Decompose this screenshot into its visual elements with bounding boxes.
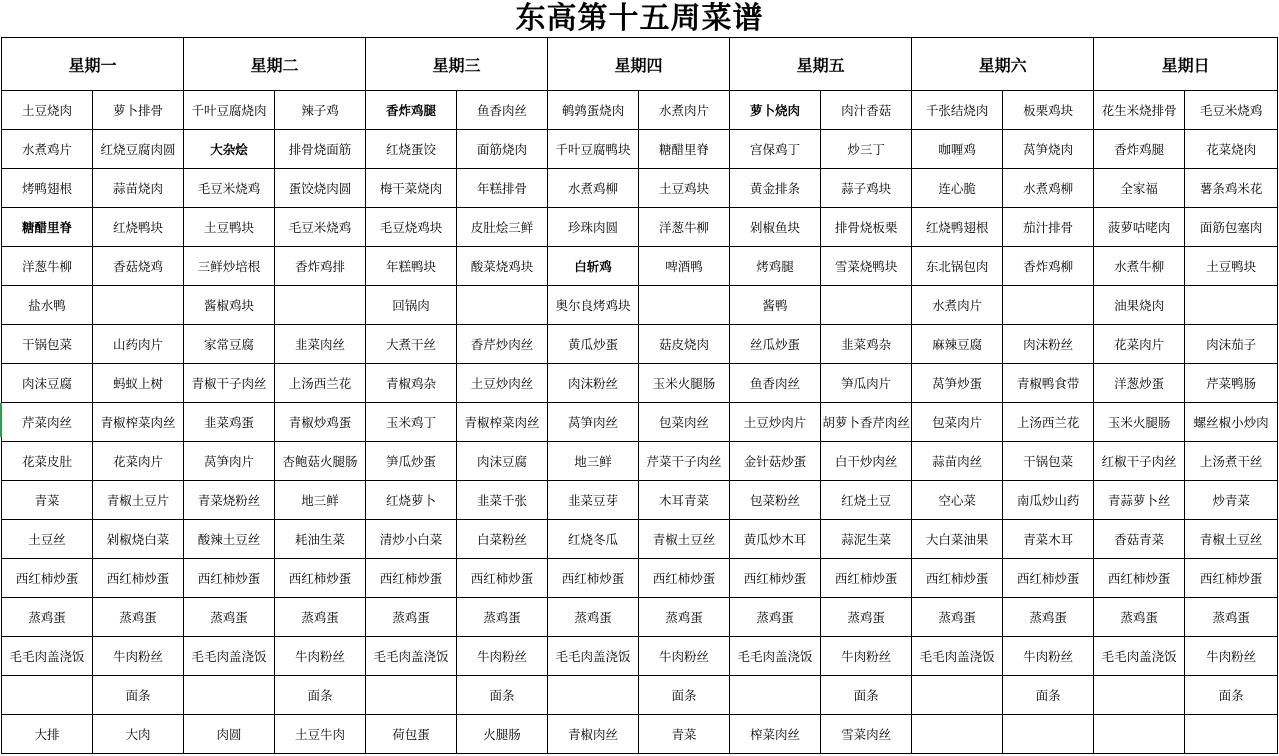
day-header-tuesday: 星期二	[184, 38, 366, 91]
dish-cell: 杏鲍菇火腿肠	[275, 442, 366, 481]
dish-cell: 面筋包塞肉	[1185, 208, 1278, 247]
dish-cell: 土豆炒肉片	[730, 403, 821, 442]
dish-cell: 盐水鸭	[2, 286, 93, 325]
dish-cell: 面条	[1185, 676, 1278, 715]
dish-cell: 蒸鸡蛋	[1003, 598, 1094, 637]
dish-cell: 香芹炒肉丝	[457, 325, 548, 364]
dish-cell: 油果烧肉	[1094, 286, 1185, 325]
dish-cell: 蒸鸡蛋	[639, 598, 730, 637]
dish-cell	[1094, 676, 1185, 715]
dish-cell	[184, 676, 275, 715]
dish-cell: 毛豆米烧鸡	[275, 208, 366, 247]
dish-cell: 青椒鸭食带	[1003, 364, 1094, 403]
dish-cell: 毛豆米烧鸡	[184, 169, 275, 208]
dish-cell: 蒸鸡蛋	[730, 598, 821, 637]
dish-cell: 金针菇炒蛋	[730, 442, 821, 481]
dish-cell: 笋瓜炒蛋	[366, 442, 457, 481]
dish-cell: 奥尔良烤鸡块	[548, 286, 639, 325]
dish-cell: 板栗鸡块	[1003, 91, 1094, 130]
menu-row	[2, 481, 1278, 520]
dish-cell: 酸辣土豆丝	[184, 520, 275, 559]
dish-cell: 水煮鸡柳	[1003, 169, 1094, 208]
dish-cell: 韭菜千张	[457, 481, 548, 520]
dish-cell: 青菜烧粉丝	[184, 481, 275, 520]
dish-cell	[1003, 715, 1094, 754]
dish-cell: 香炸鸡排	[275, 247, 366, 286]
dish-cell: 蒜子鸡块	[821, 169, 912, 208]
dish-cell: 西红柿炒蛋	[1003, 559, 1094, 598]
dish-cell: 芹菜肉丝	[2, 403, 93, 442]
dish-cell: 面条	[821, 676, 912, 715]
dish-cell: 麻辣豆腐	[912, 325, 1003, 364]
dish-cell: 青椒土豆丝	[1185, 520, 1278, 559]
dish-cell: 面条	[639, 676, 730, 715]
dish-cell: 蒜苗肉丝	[912, 442, 1003, 481]
dish-cell: 白干炒肉丝	[821, 442, 912, 481]
dish-cell: 花生米烧排骨	[1094, 91, 1185, 130]
menu-row	[2, 130, 1278, 169]
menu-row	[2, 91, 1278, 130]
dish-cell: 花菜烧肉	[1185, 130, 1278, 169]
dish-cell: 回锅肉	[366, 286, 457, 325]
menu-title: 东高第十五周菜谱	[515, 1, 764, 36]
dish-cell: 蒸鸡蛋	[548, 598, 639, 637]
dish-cell: 白斩鸡	[548, 247, 639, 286]
dish-cell: 玉米火腿肠	[639, 364, 730, 403]
dish-cell: 蒸鸡蛋	[275, 598, 366, 637]
dish-cell: 肉沫豆腐	[457, 442, 548, 481]
dish-cell: 西红柿炒蛋	[2, 559, 93, 598]
dish-cell: 西红柿炒蛋	[730, 559, 821, 598]
day-header-wednesday: 星期三	[366, 38, 548, 91]
dish-cell: 面条	[275, 676, 366, 715]
dish-cell: 红烧鸭翅根	[912, 208, 1003, 247]
dish-cell: 花菜肉片	[93, 442, 184, 481]
dish-cell: 西红柿炒蛋	[912, 559, 1003, 598]
dish-cell: 荷包蛋	[366, 715, 457, 754]
dish-cell: 土豆烧肉	[2, 91, 93, 130]
dish-cell: 土豆丝	[2, 520, 93, 559]
dish-cell: 木耳青菜	[639, 481, 730, 520]
day-header-friday: 星期五	[730, 38, 912, 91]
dish-cell: 香炸鸡腿	[1094, 130, 1185, 169]
dish-cell: 炒三丁	[821, 130, 912, 169]
dish-cell: 地三鲜	[548, 442, 639, 481]
menu-row	[2, 442, 1278, 481]
dish-cell: 胡萝卜香芹肉丝	[821, 403, 912, 442]
dish-cell: 毛毛肉盖浇饭	[366, 637, 457, 676]
dish-cell: 西红柿炒蛋	[1094, 559, 1185, 598]
dish-cell: 水煮牛柳	[1094, 247, 1185, 286]
dish-cell: 雪菜肉丝	[821, 715, 912, 754]
dish-cell: 青菜	[2, 481, 93, 520]
dish-cell: 螺丝椒小炒肉	[1185, 403, 1278, 442]
dish-cell: 干锅包菜	[2, 325, 93, 364]
dish-cell: 牛肉粉丝	[639, 637, 730, 676]
dish-cell	[912, 715, 1003, 754]
dish-cell: 蒸鸡蛋	[93, 598, 184, 637]
dish-cell: 青椒土豆丝	[639, 520, 730, 559]
dish-cell: 笋瓜肉片	[821, 364, 912, 403]
dish-cell: 蒸鸡蛋	[1185, 598, 1278, 637]
dish-cell: 毛毛肉盖浇饭	[730, 637, 821, 676]
dish-cell: 毛毛肉盖浇饭	[548, 637, 639, 676]
dish-cell: 青椒榨菜肉丝	[93, 403, 184, 442]
dish-cell: 芹菜鸭肠	[1185, 364, 1278, 403]
dish-cell: 蒸鸡蛋	[457, 598, 548, 637]
dish-cell: 西红柿炒蛋	[184, 559, 275, 598]
dish-cell: 家常豆腐	[184, 325, 275, 364]
day-header-sunday: 星期日	[1094, 38, 1278, 91]
dish-cell: 烤鸡腿	[730, 247, 821, 286]
dish-cell: 毛毛肉盖浇饭	[2, 637, 93, 676]
dish-cell: 年糕排骨	[457, 169, 548, 208]
dish-cell: 三鲜炒培根	[184, 247, 275, 286]
dish-cell	[639, 286, 730, 325]
dish-cell: 肉沫粉丝	[1003, 325, 1094, 364]
dish-cell: 菠萝咕咾肉	[1094, 208, 1185, 247]
dish-cell	[2, 676, 93, 715]
dish-cell	[912, 676, 1003, 715]
dish-cell: 西红柿炒蛋	[1185, 559, 1278, 598]
menu-table	[1, 37, 1278, 754]
dish-cell: 面筋烧肉	[457, 130, 548, 169]
dish-cell: 芹菜干子肉丝	[639, 442, 730, 481]
dish-cell: 山药肉片	[93, 325, 184, 364]
dish-cell: 肉沫粉丝	[548, 364, 639, 403]
menu-row	[2, 403, 1278, 442]
menu-row	[2, 247, 1278, 286]
dish-cell: 牛肉粉丝	[93, 637, 184, 676]
dish-cell: 莴笋肉片	[184, 442, 275, 481]
dish-cell: 水煮鸡片	[2, 130, 93, 169]
dish-cell: 东北锅包肉	[912, 247, 1003, 286]
dish-cell: 大肉	[93, 715, 184, 754]
day-header-thursday: 星期四	[548, 38, 730, 91]
dish-cell: 青椒干子肉丝	[184, 364, 275, 403]
dish-cell: 肉圆	[184, 715, 275, 754]
dish-cell: 蒸鸡蛋	[821, 598, 912, 637]
dish-cell: 鱼香肉丝	[730, 364, 821, 403]
dish-cell: 萝卜排骨	[93, 91, 184, 130]
dish-cell: 毛毛肉盖浇饭	[1094, 637, 1185, 676]
dish-cell: 鱼香肉丝	[457, 91, 548, 130]
menu-row	[2, 325, 1278, 364]
dish-cell: 包菜粉丝	[730, 481, 821, 520]
dish-cell: 西红柿炒蛋	[821, 559, 912, 598]
dish-cell: 牛肉粉丝	[275, 637, 366, 676]
dish-cell: 土豆鸭块	[184, 208, 275, 247]
day-header-saturday: 星期六	[912, 38, 1094, 91]
row-selection-marker	[0, 403, 2, 437]
dish-cell: 辣子鸡	[275, 91, 366, 130]
dish-cell: 西红柿炒蛋	[93, 559, 184, 598]
dish-cell: 土豆鸡块	[639, 169, 730, 208]
dish-cell: 青椒土豆片	[93, 481, 184, 520]
dish-cell: 珍珠肉圆	[548, 208, 639, 247]
dish-cell	[275, 286, 366, 325]
dish-cell: 年糕鸭块	[366, 247, 457, 286]
dish-cell: 酱椒鸡块	[184, 286, 275, 325]
dish-cell: 糖醋里脊	[639, 130, 730, 169]
dish-cell: 莴笋烧肉	[1003, 130, 1094, 169]
dish-cell: 红烧萝卜	[366, 481, 457, 520]
dish-cell	[1094, 715, 1185, 754]
dish-cell: 剁椒烧白菜	[93, 520, 184, 559]
menu-row	[2, 520, 1278, 559]
dish-cell: 毛豆米烧鸡	[1185, 91, 1278, 130]
dish-cell: 毛毛肉盖浇饭	[912, 637, 1003, 676]
dish-cell: 榨菜肉丝	[730, 715, 821, 754]
dish-cell: 花菜肉片	[1094, 325, 1185, 364]
dish-cell: 莴笋肉丝	[548, 403, 639, 442]
dish-cell: 大煮干丝	[366, 325, 457, 364]
dish-cell: 毛豆烧鸡块	[366, 208, 457, 247]
dish-cell: 红烧冬瓜	[548, 520, 639, 559]
dish-cell: 蒸鸡蛋	[366, 598, 457, 637]
menu-row	[2, 559, 1278, 598]
dish-cell: 蒸鸡蛋	[1094, 598, 1185, 637]
dish-cell: 炒青菜	[1185, 481, 1278, 520]
menu-row	[2, 637, 1278, 676]
dish-cell: 干锅包菜	[1003, 442, 1094, 481]
dish-cell: 牛肉粉丝	[821, 637, 912, 676]
dish-cell: 香菇青菜	[1094, 520, 1185, 559]
dish-cell: 洋葱牛柳	[2, 247, 93, 286]
dish-cell: 水煮肉片	[912, 286, 1003, 325]
dish-cell: 包菜肉丝	[639, 403, 730, 442]
dish-cell: 青菜木耳	[1003, 520, 1094, 559]
dish-cell: 菇皮烧肉	[639, 325, 730, 364]
dish-cell: 毛毛肉盖浇饭	[184, 637, 275, 676]
dish-cell: 蒸鸡蛋	[2, 598, 93, 637]
dish-cell: 玉米火腿肠	[1094, 403, 1185, 442]
dish-cell: 烤鸭翅根	[2, 169, 93, 208]
dish-cell: 肉汁香菇	[821, 91, 912, 130]
dish-cell: 梅干菜烧肉	[366, 169, 457, 208]
dish-cell	[457, 286, 548, 325]
menu-row	[2, 364, 1278, 403]
dish-cell: 酸菜烧鸡块	[457, 247, 548, 286]
dish-cell: 花菜皮肚	[2, 442, 93, 481]
dish-cell: 黄瓜炒木耳	[730, 520, 821, 559]
dish-cell	[1003, 286, 1094, 325]
dish-cell	[730, 676, 821, 715]
dish-cell: 全家福	[1094, 169, 1185, 208]
dish-cell: 蚂蚁上树	[93, 364, 184, 403]
dish-cell: 红椒干子肉丝	[1094, 442, 1185, 481]
dish-cell: 青椒榨菜肉丝	[457, 403, 548, 442]
dish-cell	[1185, 286, 1278, 325]
dish-cell: 青菜	[639, 715, 730, 754]
dish-cell: 洋葱牛柳	[639, 208, 730, 247]
dish-cell: 肉沫豆腐	[2, 364, 93, 403]
dish-cell: 排骨烧板栗	[821, 208, 912, 247]
dish-cell: 蒸鸡蛋	[184, 598, 275, 637]
menu-row	[2, 715, 1278, 754]
dish-cell: 牛肉粉丝	[1003, 637, 1094, 676]
dish-cell: 地三鲜	[275, 481, 366, 520]
dish-cell: 香炸鸡柳	[1003, 247, 1094, 286]
dish-cell: 蒜泥生菜	[821, 520, 912, 559]
dish-cell: 面条	[457, 676, 548, 715]
dish-cell: 排骨烧面筋	[275, 130, 366, 169]
dish-cell: 西红柿炒蛋	[639, 559, 730, 598]
dish-cell: 韭菜肉丝	[275, 325, 366, 364]
dish-cell: 空心菜	[912, 481, 1003, 520]
dish-cell: 水煮肉片	[639, 91, 730, 130]
dish-cell: 西红柿炒蛋	[366, 559, 457, 598]
dish-cell: 青椒肉丝	[548, 715, 639, 754]
dish-cell: 丝瓜炒蛋	[730, 325, 821, 364]
dish-cell: 红烧鸭块	[93, 208, 184, 247]
menu-row	[2, 286, 1278, 325]
dish-cell: 鹌鹑蛋烧肉	[548, 91, 639, 130]
dish-cell: 西红柿炒蛋	[457, 559, 548, 598]
dish-cell: 酱鸭	[730, 286, 821, 325]
dish-cell: 包菜肉片	[912, 403, 1003, 442]
dish-cell: 韭菜鸡杂	[821, 325, 912, 364]
dish-cell: 糖醋里脊	[2, 208, 93, 247]
dish-cell: 千叶豆腐烧肉	[184, 91, 275, 130]
dish-cell: 牛肉粉丝	[457, 637, 548, 676]
dish-cell: 蛋饺烧肉圆	[275, 169, 366, 208]
dish-cell: 白菜粉丝	[457, 520, 548, 559]
dish-cell	[1185, 715, 1278, 754]
dish-cell: 耗油生菜	[275, 520, 366, 559]
dish-cell: 韭菜鸡蛋	[184, 403, 275, 442]
dish-cell: 大白菜油果	[912, 520, 1003, 559]
menu-row	[2, 598, 1278, 637]
dish-cell: 土豆鸭块	[1185, 247, 1278, 286]
day-header-row	[2, 38, 1278, 91]
dish-cell: 上汤西兰花	[1003, 403, 1094, 442]
dish-cell: 上汤西兰花	[275, 364, 366, 403]
day-header-monday: 星期一	[2, 38, 184, 91]
dish-cell: 红烧豆腐肉圆	[93, 130, 184, 169]
dish-cell: 雪菜烧鸭块	[821, 247, 912, 286]
dish-cell: 土豆牛肉	[275, 715, 366, 754]
dish-cell: 皮肚烩三鲜	[457, 208, 548, 247]
dish-cell: 大杂烩	[184, 130, 275, 169]
dish-cell	[93, 286, 184, 325]
dish-cell: 面条	[1003, 676, 1094, 715]
dish-cell: 咖喱鸡	[912, 130, 1003, 169]
dish-cell: 连心脆	[912, 169, 1003, 208]
dish-cell: 红烧蛋饺	[366, 130, 457, 169]
dish-cell: 青蒜萝卜丝	[1094, 481, 1185, 520]
dish-cell: 青椒炒鸡蛋	[275, 403, 366, 442]
dish-cell: 茄汁排骨	[1003, 208, 1094, 247]
dish-cell: 香菇烧鸡	[93, 247, 184, 286]
dish-cell: 萝卜烧肉	[730, 91, 821, 130]
dish-cell: 青椒鸡杂	[366, 364, 457, 403]
dish-cell: 洋葱炒蛋	[1094, 364, 1185, 403]
dish-cell	[821, 286, 912, 325]
dish-cell: 西红柿炒蛋	[548, 559, 639, 598]
dish-cell: 剁椒鱼块	[730, 208, 821, 247]
dish-cell: 面条	[93, 676, 184, 715]
dish-cell: 黄瓜炒蛋	[548, 325, 639, 364]
dish-cell: 莴笋炒蛋	[912, 364, 1003, 403]
dish-cell: 肉沫茄子	[1185, 325, 1278, 364]
dish-cell: 牛肉粉丝	[1185, 637, 1278, 676]
dish-cell: 蒜苗烧肉	[93, 169, 184, 208]
dish-cell	[548, 676, 639, 715]
dish-cell: 千张结烧肉	[912, 91, 1003, 130]
dish-cell: 红烧土豆	[821, 481, 912, 520]
dish-cell: 火腿肠	[457, 715, 548, 754]
dish-cell: 黄金排条	[730, 169, 821, 208]
dish-cell: 蒸鸡蛋	[912, 598, 1003, 637]
dish-cell: 西红柿炒蛋	[275, 559, 366, 598]
dish-cell: 香炸鸡腿	[366, 91, 457, 130]
dish-cell: 韭菜豆芽	[548, 481, 639, 520]
dish-cell: 薯条鸡米花	[1185, 169, 1278, 208]
dish-cell: 宫保鸡丁	[730, 130, 821, 169]
menu-row	[2, 169, 1278, 208]
dish-cell: 千叶豆腐鸭块	[548, 130, 639, 169]
dish-cell: 玉米鸡丁	[366, 403, 457, 442]
dish-cell: 清炒小白菜	[366, 520, 457, 559]
dish-cell: 上汤煮干丝	[1185, 442, 1278, 481]
dish-cell	[366, 676, 457, 715]
menu-row	[2, 676, 1278, 715]
dish-cell: 土豆炒肉丝	[457, 364, 548, 403]
dish-cell: 大排	[2, 715, 93, 754]
dish-cell: 啤酒鸭	[639, 247, 730, 286]
dish-cell: 水煮鸡柳	[548, 169, 639, 208]
dish-cell: 南瓜炒山药	[1003, 481, 1094, 520]
menu-row	[2, 208, 1278, 247]
